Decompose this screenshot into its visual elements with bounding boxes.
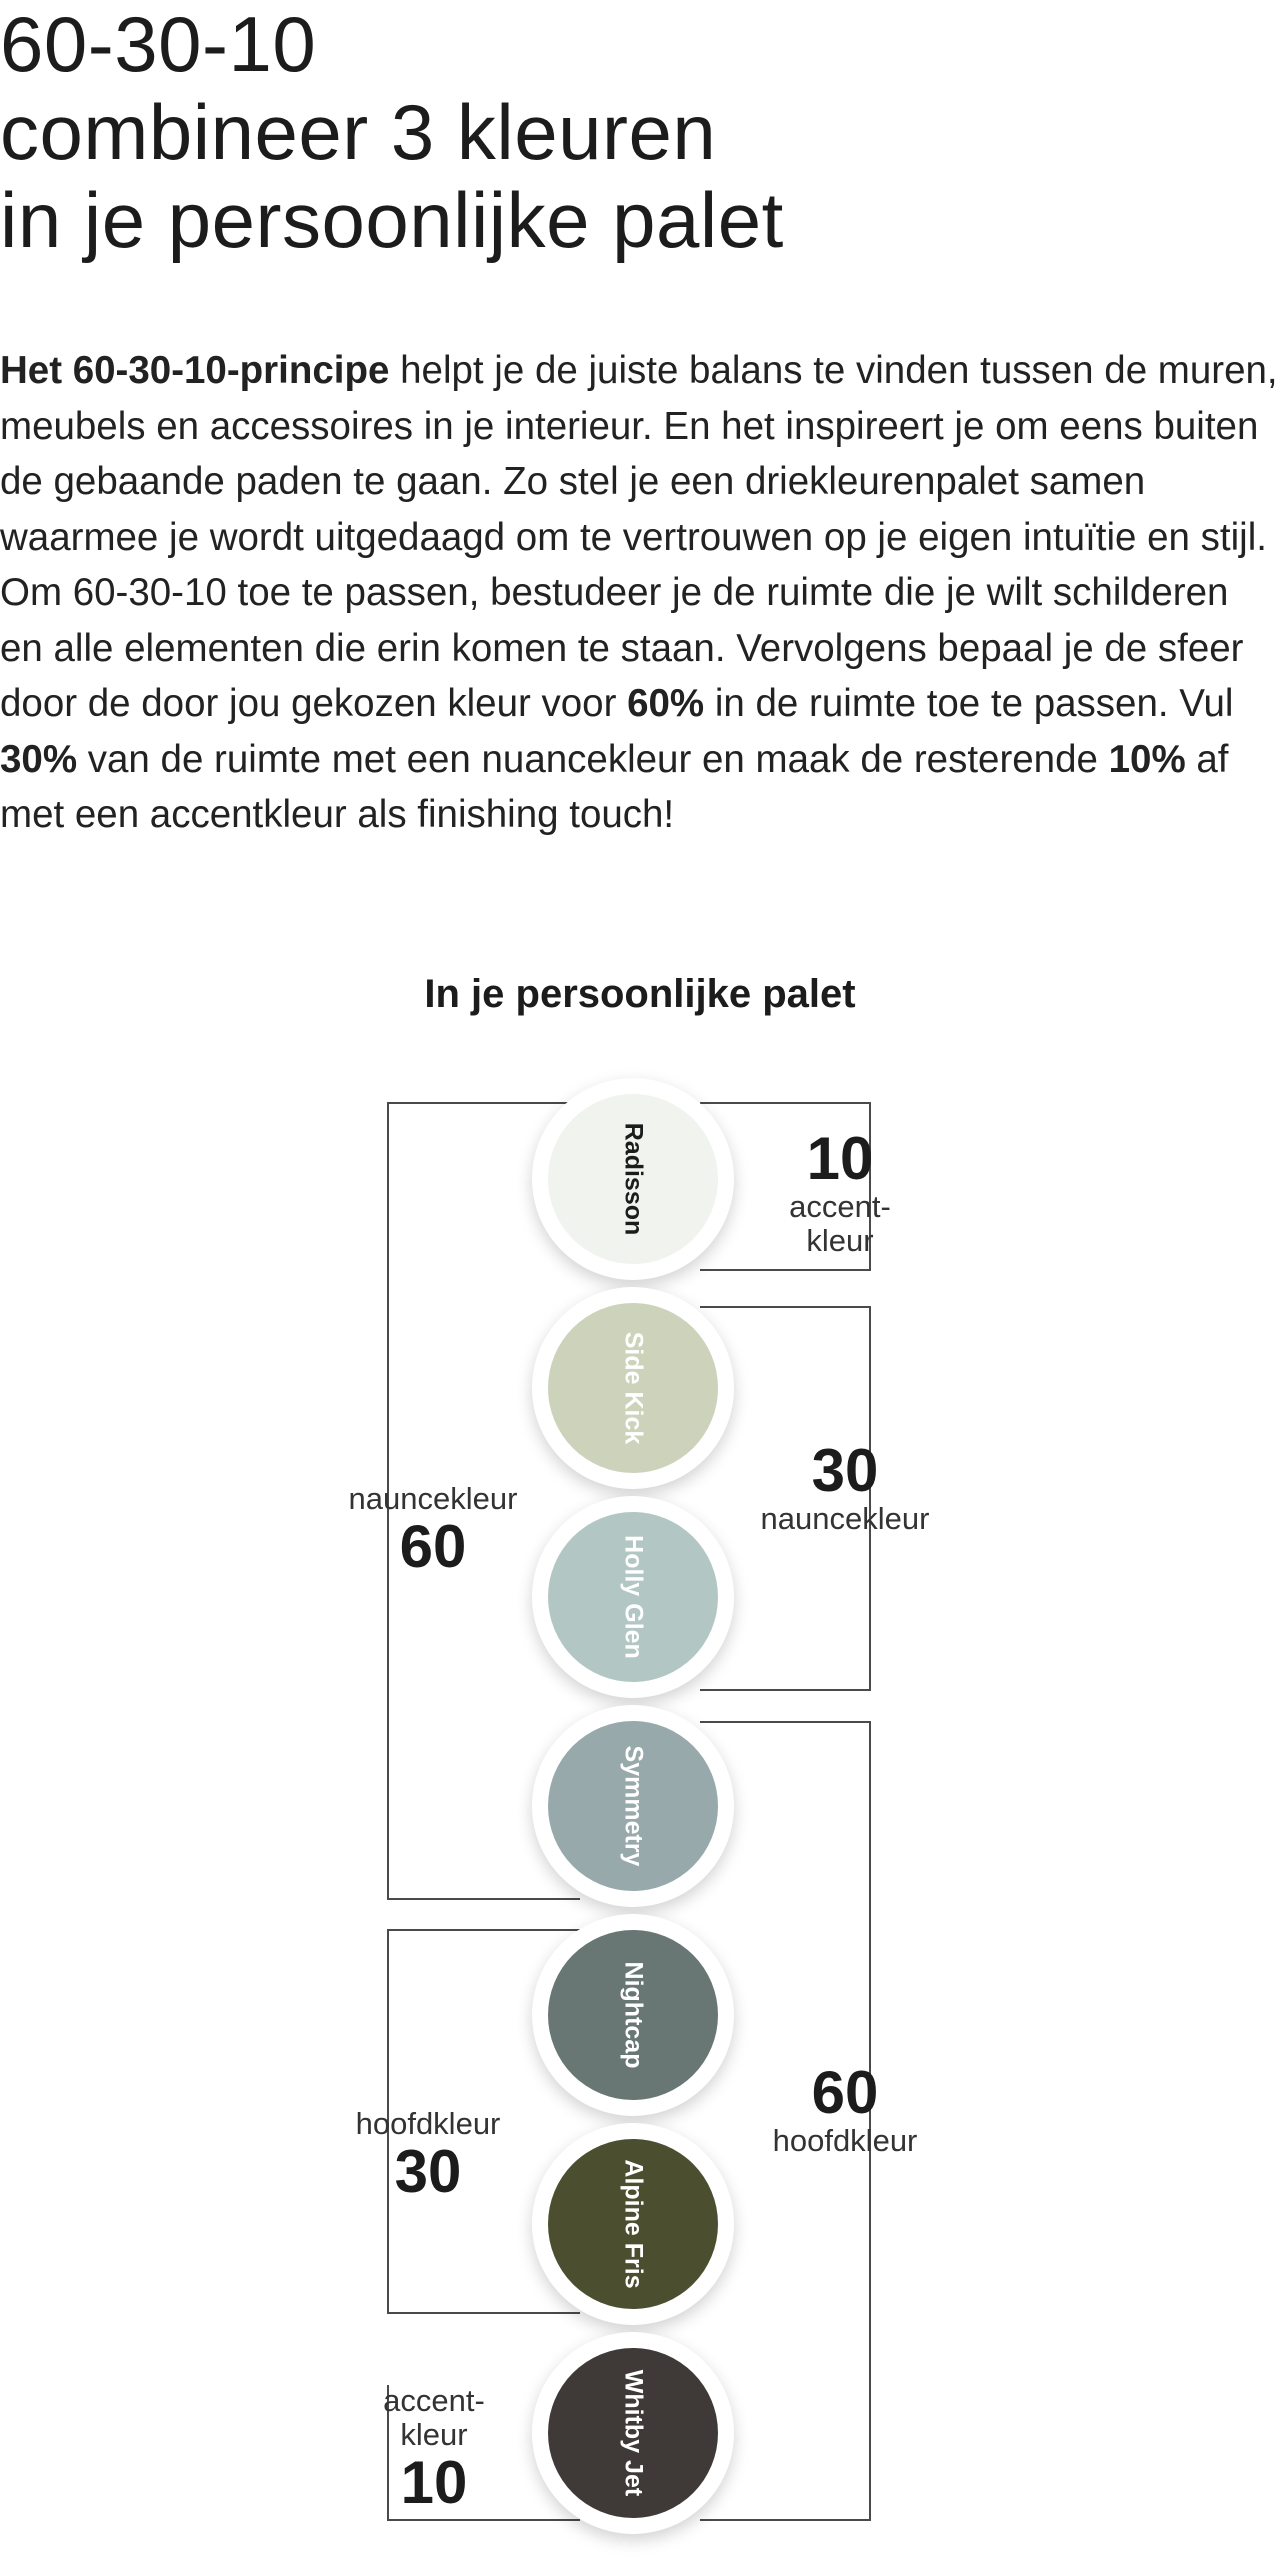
- intro-bold-principle: Het 60-30-10-principe: [0, 349, 390, 392]
- title-line-2: combineer 3 kleuren: [0, 88, 717, 176]
- swatch-symmetry: [532, 1705, 734, 1907]
- left-label-main-number: 30: [394, 2138, 462, 2205]
- title-line-3: in je persoonlijke palet: [0, 176, 784, 264]
- right-label-nuance-word: nauncekleur: [760, 1501, 930, 1536]
- right-label-accent-number: 10: [806, 1125, 874, 1192]
- swatch-side-kick: [532, 1287, 734, 1489]
- swatch-whitby-jet: [532, 2332, 734, 2534]
- intro-text-3: van de ruimte met een nuancekleur en maak de resterende: [77, 737, 1109, 781]
- right-label-accent-line2: kleur: [806, 1223, 874, 1258]
- left-label-accent-line2: kleur: [400, 2417, 468, 2452]
- left-label-main-word: hoofdkleur: [355, 2106, 501, 2141]
- right-label-nuance: [735, 1437, 955, 1536]
- left-label-accent-line1: accent-: [383, 2383, 485, 2418]
- swatch-alpine-fris-label: Alpine Fris: [619, 2159, 648, 2289]
- swatch-side-kick-label: Side Kick: [619, 1331, 648, 1445]
- left-label-accent: [334, 2384, 534, 2514]
- swatch-alpine-fris: [532, 2123, 734, 2325]
- swatch-nightcap-label: Nightcap: [619, 1961, 648, 2069]
- right-label-accent-line1: accent-: [789, 1189, 891, 1224]
- title-line-1: 60-30-10: [0, 0, 317, 88]
- swatch-whitby-jet-label: Whitby Jet: [619, 2369, 648, 2497]
- right-label-accent: [740, 1125, 940, 1258]
- intro-text-2: in de ruimte toe te passen. Vul: [704, 682, 1234, 725]
- left-label-nuance-word: nauncekleur: [348, 1481, 518, 1516]
- intro-bold-10: 10%: [1108, 737, 1186, 781]
- intro-text-4: af met een accentkleur als finishing touch!: [0, 737, 1229, 836]
- swatch-radisson-label: Radisson: [619, 1122, 648, 1236]
- left-label-nuance: [318, 1482, 548, 1578]
- right-label-main-word: hoofdkleur: [772, 2123, 918, 2158]
- intro-text-1: helpt je de juiste balans te vinden tussen de muren, meubels en accessoires in je interieur. En het inspireert je om eens buiten de gebaande paden te gaan. Zo stel je een driekleurenpalet samen waarmee je wordt uitgedaagd om te vertrouwen op je eigen intuïtie en stijl. Om 60-30-10 toe te passen, bestudeer je de ruimte die je wilt schilderen en alle elementen die erin komen te staan. Vervolgens bepaal je de sfeer door de door jou gekozen kleur voor: [0, 349, 1278, 725]
- left-label-accent-number: 10: [400, 2449, 468, 2516]
- palette-title: In je persoonlijke palet: [424, 972, 856, 1016]
- right-label-main: [740, 2059, 950, 2158]
- swatch-holly-glen: [532, 1496, 734, 1698]
- right-label-main-number: 60: [811, 2059, 879, 2126]
- swatch-radisson: [532, 1078, 734, 1280]
- right-label-nuance-number: 30: [811, 1437, 879, 1504]
- swatch-symmetry-label: Symmetry: [619, 1745, 648, 1867]
- swatch-holly-glen-label: Holly Glen: [619, 1535, 648, 1659]
- intro-bold-60: 60%: [627, 682, 705, 725]
- left-label-main: [318, 2107, 538, 2203]
- intro-bold-30: 30%: [0, 737, 78, 781]
- left-label-nuance-number: 60: [399, 1513, 467, 1580]
- swatch-nightcap: [532, 1914, 734, 2116]
